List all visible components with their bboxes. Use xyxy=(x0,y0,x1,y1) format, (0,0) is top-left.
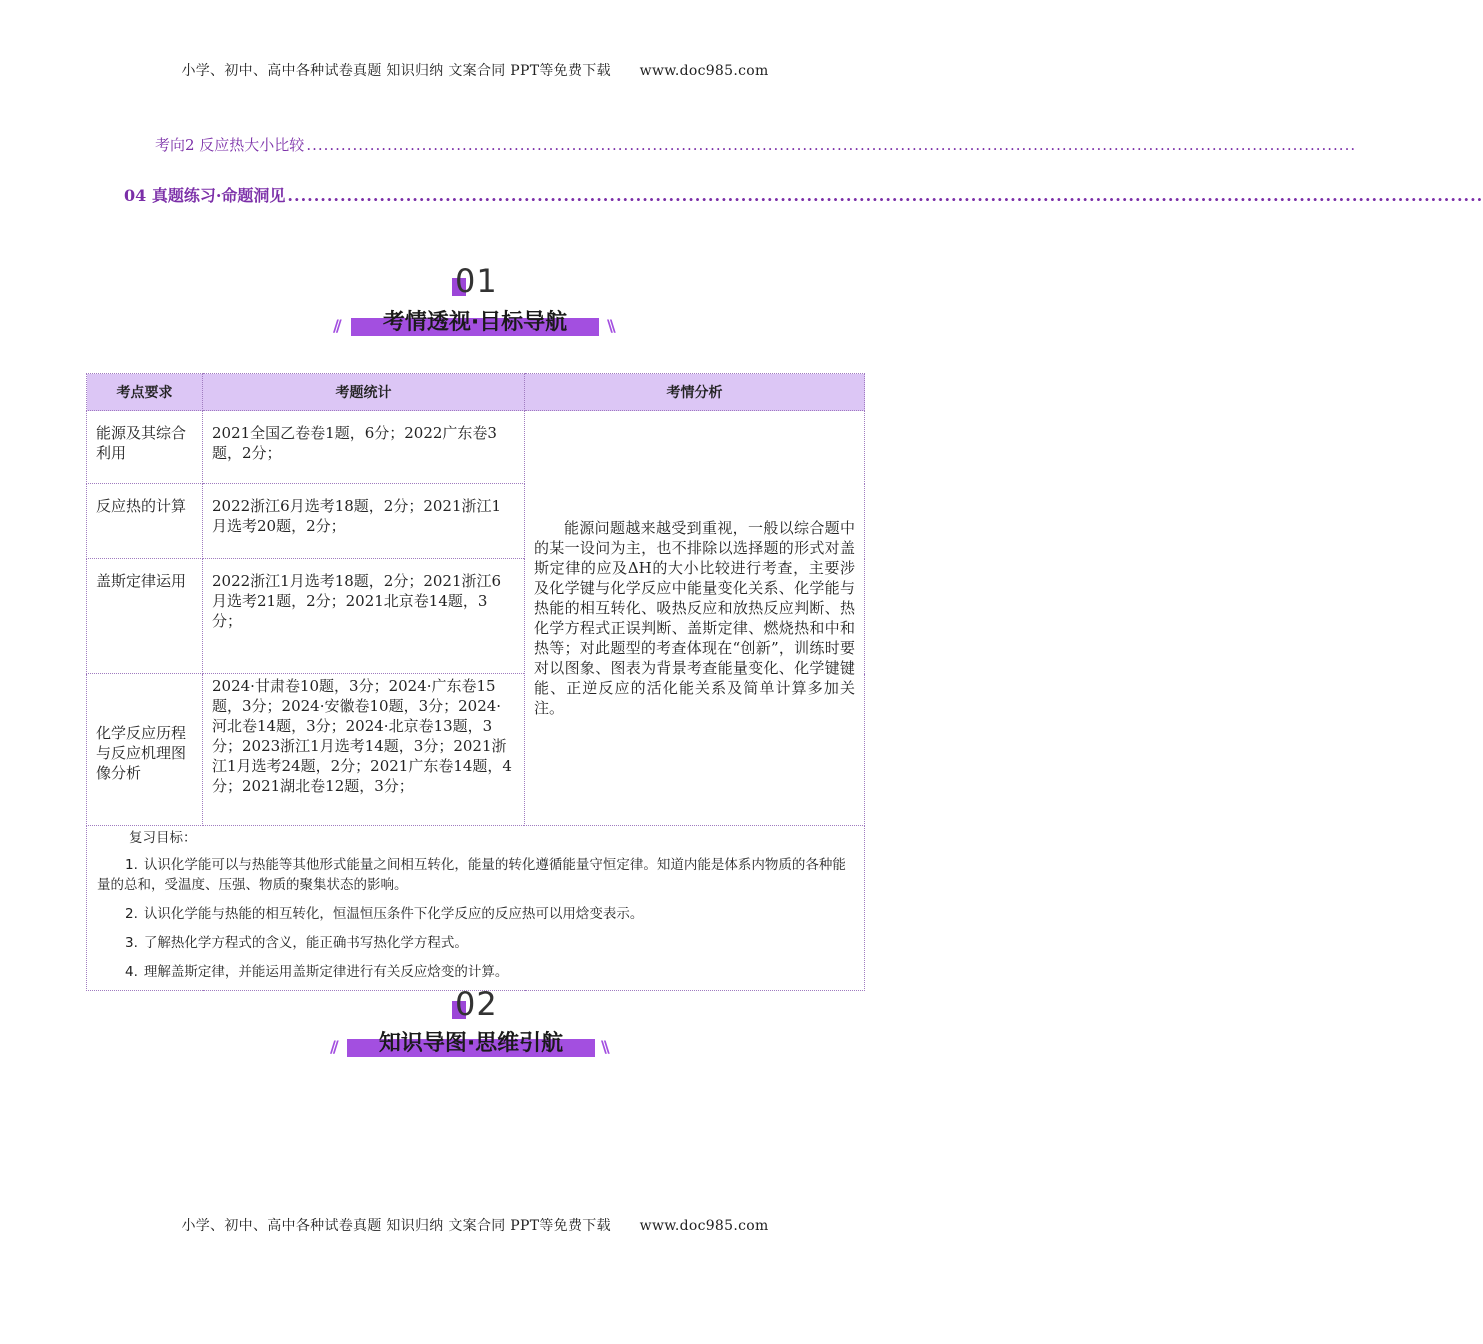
section-banner-01 xyxy=(0,262,950,342)
section-number: 02 xyxy=(455,985,498,1023)
stats-cell: 2024·甘肃卷10题，3分；2024·广东卷15题，3分；2024·安徽卷10题，3分；2024·河北卷14题，3分；2024·北京卷13题，3分；2023浙江1月选考14题，3分；2021浙江1月选考24题，2分；2021广东卷14题，4分；2021湖北卷12题，3分； xyxy=(203,674,525,826)
footer-text: 小学、初中、高中各种试卷真题 知识归纳 文案合同 PPT等免费下载 xyxy=(181,1218,611,1234)
section-title: 知识导图·思维引航 xyxy=(378,1031,564,1056)
column-header-analysis: 考情分析 xyxy=(525,374,865,411)
header-url[interactable]: www.doc985.com xyxy=(639,63,769,79)
section-banner-02 xyxy=(0,985,950,1065)
left-slash-decoration: // xyxy=(333,316,339,335)
column-header-point: 考点要求 xyxy=(87,374,203,411)
goals-row xyxy=(87,826,865,991)
stats-cell: 2022浙江6月选考18题，2分；2021浙江1月选考20题，2分； xyxy=(203,484,525,559)
page-footer xyxy=(0,1215,950,1235)
toc-item-label: 04 真题练习·命题洞见 xyxy=(124,186,286,205)
table-row xyxy=(87,411,865,484)
section-title: 考情透视·目标导航 xyxy=(382,310,568,335)
goal-item: 1. 认识化学能可以与热能等其他形式能量之间相互转化，能量的转化遵循能量守恒定律。知道内能是体系内物质的各种能量的总和，受温度、压强、物质的聚集状态的影响。 xyxy=(97,857,846,893)
goal-item: 3. 了解热化学方程式的含义，能正确书写热化学方程式。 xyxy=(125,935,468,951)
point-cell: 化学反应历程与反应机理图像分析 xyxy=(87,674,203,826)
toc-leader-dots: ...................................................................................................................................................................................... xyxy=(306,136,1357,154)
toc-item-direction-2[interactable] xyxy=(155,134,1357,155)
column-header-stats: 考题统计 xyxy=(203,374,525,411)
point-cell: 盖斯定律运用 xyxy=(87,559,203,674)
toc-item-label: 考向2 反应热大小比较 xyxy=(155,136,305,154)
exam-analysis-table xyxy=(86,373,865,991)
page-header xyxy=(0,60,950,80)
footer-url[interactable]: www.doc985.com xyxy=(639,1218,769,1234)
goal-item: 4. 理解盖斯定律，并能运用盖斯定律进行有关反应焓变的计算。 xyxy=(125,964,509,980)
review-goals-cell xyxy=(87,826,865,991)
right-slash-decoration: \\ xyxy=(601,1037,607,1056)
left-slash-decoration: // xyxy=(330,1037,336,1056)
analysis-cell: 能源问题越来越受到重视，一般以综合题中的某一设问为主，也不排除以选择题的形式对盖斯定律的应及ΔH的大小比较进行考查，主要涉及化学键与化学反应中能量变化关系、化学能与热能的相互转化、吸热反应和放热反应判断、热化学方程式正误判断、盖斯定律、燃烧热和中和热等；对此题型的考查体现在“创新”，训练时要对以图象、图表为背景考查能量变化、化学键键能、正逆反应的活化能关系及简单计算多加关注。 xyxy=(525,411,865,826)
section-number: 01 xyxy=(455,262,498,300)
toc-item-section-04[interactable] xyxy=(124,183,1483,206)
point-cell: 能源及其综合利用 xyxy=(87,411,203,484)
header-text: 小学、初中、高中各种试卷真题 知识归纳 文案合同 PPT等免费下载 xyxy=(181,63,611,79)
goals-title: 复习目标： xyxy=(129,830,197,846)
point-cell: 反应热的计算 xyxy=(87,484,203,559)
stats-cell: 2022浙江1月选考18题，2分；2021浙江6月选考21题，2分；2021北京卷14题，3分； xyxy=(203,559,525,674)
goal-item: 2. 认识化学能与热能的相互转化，恒温恒压条件下化学反应的反应热可以用焓变表示。 xyxy=(125,906,644,922)
table-header-row xyxy=(87,374,865,411)
toc-leader-dots: ...................................................................................................................................................................................... xyxy=(287,186,1483,205)
right-slash-decoration: \\ xyxy=(607,316,613,335)
stats-cell: 2021全国乙卷卷1题，6分；2022广东卷3题，2分； xyxy=(203,411,525,484)
